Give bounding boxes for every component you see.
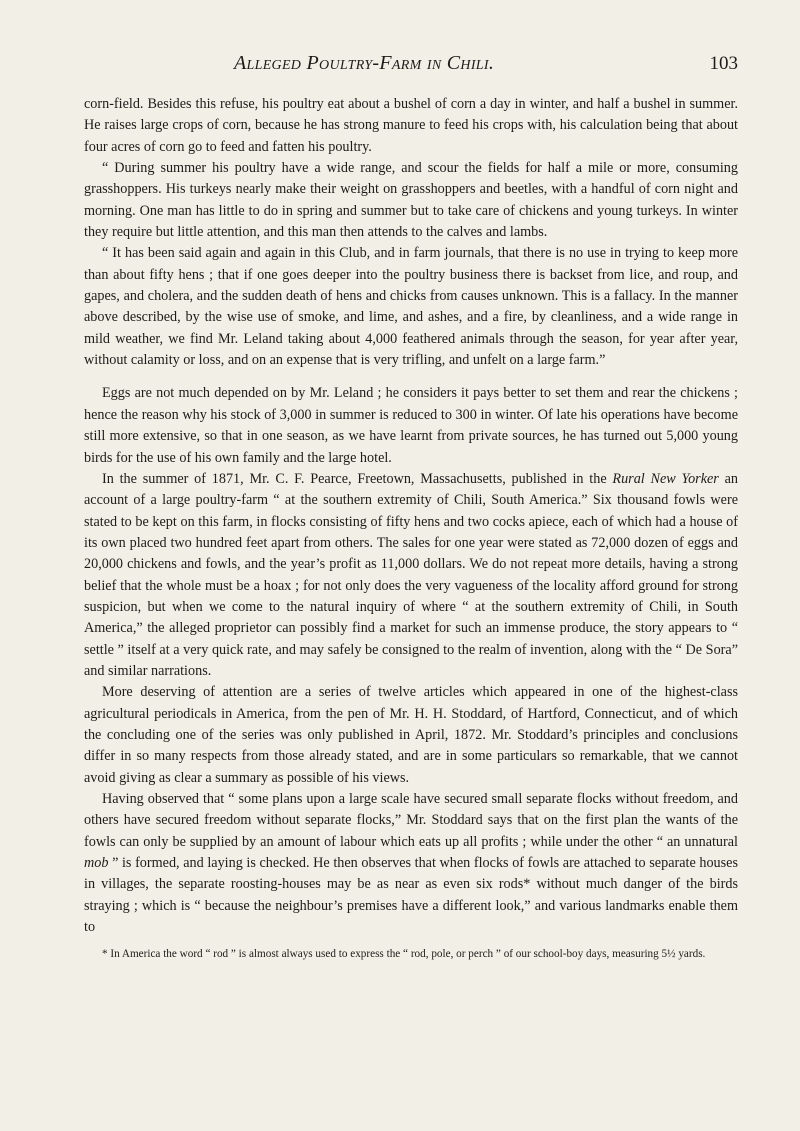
running-title: Alleged Poultry-Farm in Chili.	[234, 52, 495, 74]
footnote-text: * In America the word “ rod ” is almost always used to express the “ rod, pole, or perch ” of our school-boy days, measuring 5½ yards.	[102, 948, 706, 961]
paragraph: Eggs are not much depended on by Mr. Leland ; he considers it pays better to set them and rear the chickens ; hence the reason why his stock of 3,000 in summer is reduced to 300 in winter. Of late his operations have become still more extensive, so that in one season, as we have learnt from private sources, he has turned out 5,000 young birds for the use of his own family and the large hotel.	[84, 385, 738, 466]
paragraph: More deserving of attention are a series of twelve articles which appeared in one of the highest-class agricultural periodicals in America, from the pen of Mr. H. H. Stoddard, of Hartford, Connecticut, and of which the concluding one of the series was only published in April, 1872. Mr. Stoddard’s principles and conclusions differ in so many respects from those already stated, and are in some particulars so remarkable, that we cannot avoid giving as clear a summary as possible of his views.	[84, 684, 738, 786]
paragraph: “ It has been said again and again in this Club, and in farm journals, that there is no use in trying to keep more than about fifty hens ; that if one goes deeper into the poultry business there is backset from lice, and roup, and gapes, and cholera, and the sudden death of hens and chicks from causes unknown. This is a fallacy. In the manner above described, by the wise use of smoke, and lime, and ashes, and a fire, by cleanliness, and a wide range in mild weather, we find Mr. Leland taking about 4,000 feathered animals through the season, for year after year, without calamity or loss, and on an expense that is very trifling, and unfelt on a large farm.”	[84, 245, 738, 369]
text-run: ” is formed, and laying is checked. He then observes that when flocks of fowls are attached to separate houses in villages, the separate roosting-houses may be as near as even six rods* without much danger of the birds straying ; which is “ because the neighbour’s premises have a different look,” and various landmarks enable them to	[84, 855, 738, 936]
footnote	[84, 946, 738, 962]
page-header	[84, 0, 738, 94]
paragraph: corn-field. Besides this refuse, his poultry eat about a bushel of corn a day in winter, and half a bushel in summer. He raises large crops of corn, because he has strong manure to feed his crops with, his calculation being that about four acres of corn go to feed and fatten his poultry.	[84, 96, 738, 155]
body-text	[84, 94, 738, 938]
text-run: In the summer of 1871, Mr. C. F. Pearce, Freetown, Massachusetts, published in the	[102, 470, 613, 487]
paragraph	[84, 789, 738, 938]
text-run: an account of a large poultry-farm “ at the southern extremity of Chili, South America.” Six thousand fowls were stated to be kept on this farm, in flocks consisting of fifty hens and two cocks apiece, each of which had a house of its own placed two hundred feet apart from others. The sales for one year were stated as 72,000 dozen of eggs and 20,000 chickens and fowls, and the year’s profit as 11,000 dollars. We do not repeat more details, having a strong belief that the whole must be a hoax ; for not only does the very vagueness of the locality afford ground for strong suspicion, but when we come to the natural inquiry of where “ at the southern extremity of Chili, in South America,” the alleged proprietor can possibly find a market for such an immense produce, the story appears to “ settle ” itself at a very quick rate, and may safely be consigned to the realm of invention, along with the “ De Sora” and similar narrations.	[84, 470, 738, 679]
paragraph: “ During summer his poultry have a wide range, and scour the fields for half a mile or more, consuming grasshoppers. His turkeys nearly make their weight on grasshoppers and beetles, with a handful of corn night and morning. One man has little to do in spring and summer but to take care of chickens and young turkeys. In winter they require but little attention, and this man then attends to the calves and lambs.	[84, 160, 738, 241]
italic-word: mob	[84, 855, 109, 872]
page-number: 103	[709, 53, 738, 74]
text-run: Having observed that “ some plans upon a large scale have secured small separate flocks without freedom, and others have secured freedom without separate flocks,” Mr. Stoddard says that on the first plan the wants of the fowls can only be supplied by an amount of labour which eats up all profits ; while under the other “ an unnatural	[84, 791, 738, 850]
paragraph	[84, 469, 738, 682]
periodical-title: Rural New Yorker	[612, 470, 719, 487]
